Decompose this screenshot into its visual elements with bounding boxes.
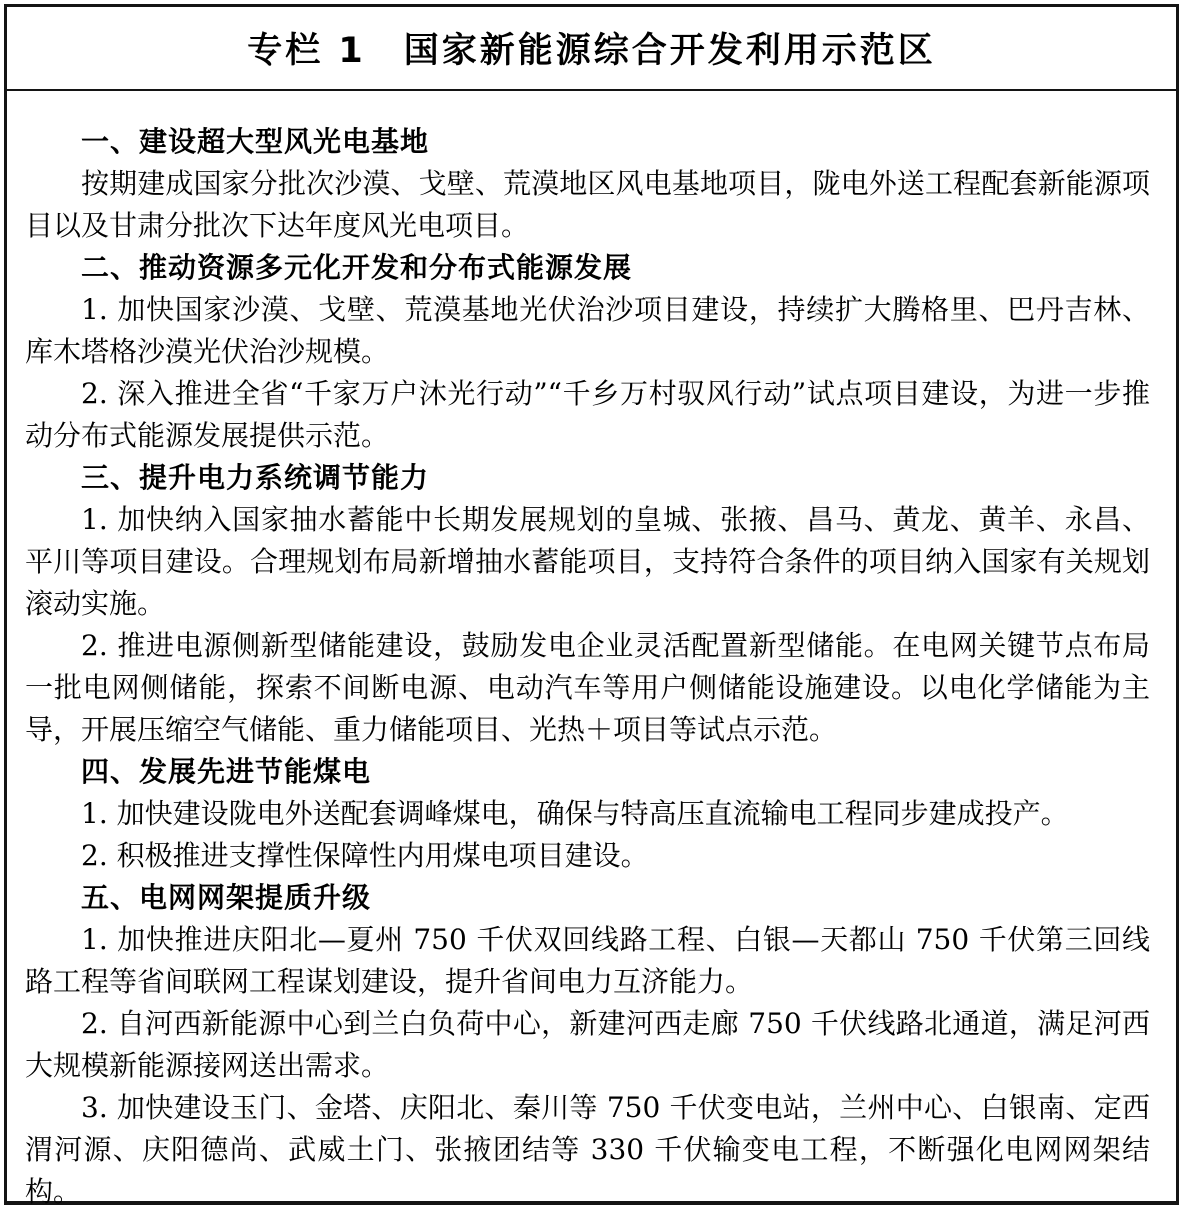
panel-header [7,7,1176,91]
section-paragraph: 按期建成国家分批次沙漠、戈壁、荒漠地区风电基地项目，陇电外送工程配套新能源项目以及甘肃分批次下达年度风光电项目。 [25,167,1150,242]
section [25,247,1150,457]
panel-title: 专栏 1 国家新能源综合开发利用示范区 [247,31,936,71]
column-panel [4,4,1179,1208]
section-paragraph: 2. 自河西新能源中心到兰白负荷中心，新建河西走廊 750 千伏线路北通道，满足河西大规模新能源接网送出需求。 [25,1007,1150,1082]
panel-body [7,91,1176,1213]
section-paragraph: 1. 加快建设陇电外送配套调峰煤电，确保与特高压直流输电工程同步建成投产。 [81,797,1069,830]
section-heading: 三、提升电力系统调节能力 [81,461,430,494]
section-paragraph: 3. 加快建设玉门、金塔、庆阳北、秦川等 750 千伏变电站，兰州中心、白银南、定西渭河源、庆阳德尚、武威土门、张掖团结等 330 千伏输变电工程，不断强化电网网架结构。 [25,1091,1150,1208]
section-paragraph: 1. 加快推进庆阳北—夏州 750 千伏双回线路工程、白银—天都山 750 千伏第三回线路工程等省间联网工程谋划建设，提升省间电力互济能力。 [25,923,1150,998]
section-paragraph: 2. 深入推进全省“千家万户沐光行动”“千乡万村驭风行动”试点项目建设，为进一步推动分布式能源发展提供示范。 [25,377,1150,452]
section-heading: 四、发展先进节能煤电 [81,755,372,788]
section-paragraph: 1. 加快纳入国家抽水蓄能中长期发展规划的皇城、张掖、昌马、黄龙、黄羊、永昌、平川等项目建设。合理规划布局新增抽水蓄能项目，支持符合条件的项目纳入国家有关规划滚动实施。 [25,503,1150,620]
section [25,877,1150,1213]
section-paragraph: 2. 积极推进支撑性保障性内用煤电项目建设。 [81,839,649,872]
section-heading: 二、推动资源多元化开发和分布式能源发展 [81,251,633,284]
section [25,121,1150,247]
section [25,751,1150,877]
section-heading: 一、建设超大型风光电基地 [81,125,430,158]
section [25,457,1150,751]
section-paragraph: 2. 推进电源侧新型储能建设，鼓励发电企业灵活配置新型储能。在电网关键节点布局一批电网侧储能，探索不间断电源、电动汽车等用户侧储能设施建设。以电化学储能为主导，开展压缩空气储能、重力储能项目、光热＋项目等试点示范。 [25,629,1150,746]
section-paragraph: 1. 加快国家沙漠、戈壁、荒漠基地光伏治沙项目建设，持续扩大腾格里、巴丹吉林、库木塔格沙漠光伏治沙规模。 [25,293,1150,368]
section-heading: 五、电网网架提质升级 [81,881,372,914]
